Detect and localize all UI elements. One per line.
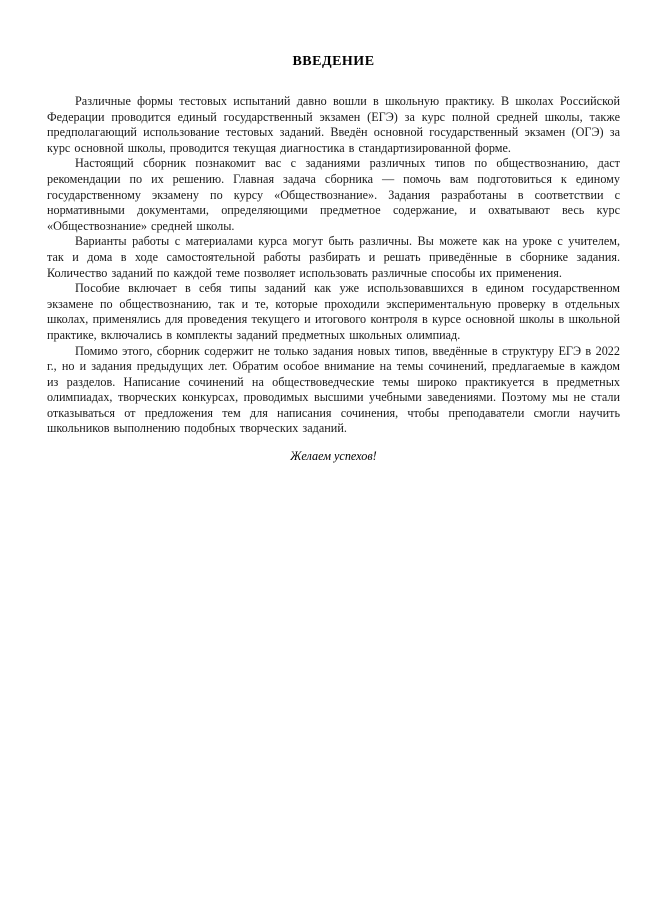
page-title: ВВЕДЕНИЕ [292,54,375,69]
paragraph: Помимо этого, сборник содержит не только задания новых типов, введённые в структуру ЕГЭ в 2022 г., но и задания предыдущих лет. Обратим особое внимание на темы сочинений, предлагаемые в каждом из разделов. Написание сочинений на обществоведческие темы широко практикуется в предметных олимпиадах, творческих конкурсах, проводимых высшими учебными заведениями. Поэтому мы не стали отказываться от предложения тем для написания сочинения, чтобы преподаватели смогли научить школьников выполнению подобных творческих заданий. [47,343,620,436]
introduction-text [47,94,620,437]
paragraph: Пособие включает в себя типы заданий как уже использовавшихся в едином государственном экзамене по обществознанию, так и те, которые проходили экспериментальную проверку в отдельных школах, применялись для проведения текущего и итогового контроля в курсе основной школы в школьной практике, включались в комплекты заданий предметных школьных олимпиад. [47,281,620,342]
paragraph: Различные формы тестовых испытаний давно вошли в школьную практику. В школах Российской Федерации проводится единый государственный экзамен (ЕГЭ) за курс полной средней школы, также предполагающий использование тестовых заданий. Введён основной государственный экзамен (ОГЭ) за курс основной школы, проводится текущая диагностика в стандартизированной форме. [47,94,620,155]
closing-wish: Желаем успехов! [290,449,377,464]
paragraph: Варианты работы с материалами курса могут быть различны. Вы можете как на уроке с учителем, так и дома в ходе самостоятельной работы разбирать и решать приведённые в сборнике задания. Количество заданий по каждой теме позволяет использовать различные способы их применения. [47,234,620,280]
paragraph: Настоящий сборник познакомит вас с заданиями различных типов по обществознанию, даст рекомендации по их решению. Главная задача сборника — помочь вам подготовиться к единому государственному экзамену по курсу «Обществознание». Задания разработаны в соответствии с нормативными документами, определяющими предметное содержание, и охватывают весь курс «Обществознание» средней школы. [47,156,620,233]
